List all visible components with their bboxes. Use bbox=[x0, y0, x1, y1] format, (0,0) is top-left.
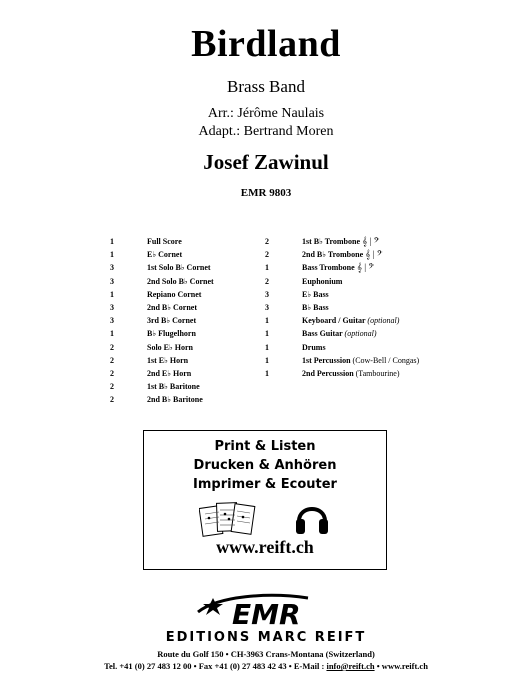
part-name-group bbox=[302, 288, 329, 301]
part-name-group bbox=[147, 380, 200, 393]
part-name: Euphonium bbox=[302, 276, 343, 286]
part-quantity: 3 bbox=[110, 316, 114, 326]
part-quantity: 3 bbox=[265, 302, 269, 312]
part-name: 1st E♭ Horn bbox=[147, 355, 189, 365]
part-row bbox=[265, 288, 485, 301]
part-quantity: 1 bbox=[265, 355, 269, 365]
part-quantity: 1 bbox=[110, 329, 114, 339]
part-row bbox=[265, 354, 485, 367]
part-row bbox=[110, 393, 270, 406]
print-listen-box bbox=[143, 430, 387, 570]
part-quantity: 1 bbox=[265, 316, 269, 326]
part-name-group bbox=[147, 235, 182, 248]
part-quantity: 1 bbox=[265, 263, 269, 273]
publisher-address: Route du Golf 150 • CH-3963 Crans-Montana (Switzerland) bbox=[157, 649, 375, 659]
part-name-group bbox=[147, 327, 196, 340]
contact-prefix: Tel. +41 (0) 27 483 12 00 • Fax +41 (0) 27 483 42 43 • E-Mail : bbox=[104, 661, 327, 671]
part-note: (optional) bbox=[344, 329, 377, 339]
part-quantity: 2 bbox=[110, 395, 114, 405]
part-quantity: 1 bbox=[265, 368, 269, 378]
part-row bbox=[110, 301, 270, 314]
part-quantity: 1 bbox=[110, 237, 114, 246]
part-quantity: 2 bbox=[110, 368, 114, 378]
part-name-group bbox=[147, 288, 201, 301]
publisher-name: EDITIONS MARC REIFT bbox=[165, 630, 367, 645]
part-note: (optional) bbox=[367, 316, 400, 326]
part-name-group bbox=[147, 314, 196, 327]
part-name: 1st Percussion bbox=[302, 355, 351, 365]
promo-line-1: Print & Listen bbox=[214, 439, 316, 454]
part-row bbox=[110, 327, 270, 340]
part-row bbox=[110, 314, 270, 327]
parts-list-left bbox=[110, 235, 270, 406]
email-link[interactable]: info@reift.ch bbox=[326, 661, 375, 671]
part-name: E♭ Cornet bbox=[147, 250, 183, 260]
part-name: 1st B♭ Baritone bbox=[147, 382, 200, 392]
part-name: 1st Solo B♭ Cornet bbox=[147, 263, 211, 273]
part-name: Bass Guitar bbox=[302, 329, 343, 339]
part-name: E♭ Bass bbox=[302, 289, 329, 299]
part-detail: (Tambourine) bbox=[355, 368, 400, 378]
clef-icon: 𝄞 | 𝄢 bbox=[362, 236, 380, 246]
part-name: 2nd Percussion bbox=[302, 368, 354, 378]
catalog-number: EMR 9803 bbox=[240, 187, 292, 199]
part-quantity: 2 bbox=[110, 355, 114, 365]
part-name: Keyboard / Guitar bbox=[302, 316, 366, 326]
part-name-group bbox=[147, 393, 203, 406]
part-name-group bbox=[147, 261, 211, 274]
part-quantity: 1 bbox=[265, 329, 269, 339]
part-row bbox=[110, 235, 270, 248]
part-name-group bbox=[147, 354, 188, 367]
part-name: 1st B♭ Trombone bbox=[302, 237, 361, 246]
part-quantity: 3 bbox=[265, 289, 269, 299]
part-name: 2nd E♭ Horn bbox=[147, 368, 192, 378]
part-row bbox=[265, 314, 485, 327]
part-row bbox=[265, 341, 485, 354]
part-row bbox=[265, 301, 485, 314]
part-quantity: 2 bbox=[265, 237, 269, 246]
part-quantity: 3 bbox=[110, 263, 114, 273]
part-name: B♭ Bass bbox=[302, 302, 329, 312]
contact-suffix[interactable]: • www.reift.ch bbox=[374, 661, 428, 671]
arranger: Arr.: Jérôme Naulais bbox=[207, 106, 325, 121]
part-row bbox=[110, 288, 270, 301]
part-row bbox=[110, 367, 270, 380]
promo-url[interactable]: www.reift.ch bbox=[216, 537, 314, 557]
part-name-group bbox=[147, 301, 197, 314]
part-row bbox=[110, 354, 270, 367]
part-row bbox=[265, 275, 485, 288]
part-quantity: 2 bbox=[265, 250, 269, 260]
part-name-group bbox=[302, 235, 379, 248]
promo-line-3: Imprimer & Ecouter bbox=[193, 477, 337, 492]
part-quantity: 1 bbox=[265, 342, 269, 352]
part-name-group bbox=[302, 354, 419, 367]
part-name: 2nd B♭ Baritone bbox=[147, 395, 203, 405]
part-name-group bbox=[302, 248, 383, 261]
subtitle: Brass Band bbox=[227, 77, 305, 96]
emr-logo-icon bbox=[158, 592, 380, 628]
part-row bbox=[110, 341, 270, 354]
part-quantity: 1 bbox=[110, 250, 114, 260]
part-name: 3rd B♭ Cornet bbox=[147, 316, 197, 326]
part-quantity: 2 bbox=[110, 342, 114, 352]
part-name-group bbox=[302, 314, 399, 327]
part-name-group bbox=[302, 327, 377, 340]
part-name-group bbox=[147, 248, 182, 261]
part-name-group bbox=[302, 261, 374, 274]
clef-icon: 𝄞 | 𝄢 bbox=[365, 249, 383, 260]
sheet-music-icon bbox=[199, 499, 259, 537]
part-name-group bbox=[147, 341, 193, 354]
part-row bbox=[265, 327, 485, 340]
part-name-group bbox=[302, 275, 342, 288]
part-row bbox=[265, 248, 485, 261]
publisher-contact bbox=[0, 661, 532, 671]
headphones-icon bbox=[294, 497, 330, 537]
logo-text: EMR bbox=[232, 598, 301, 628]
part-name: Drums bbox=[302, 342, 326, 352]
part-row bbox=[265, 367, 485, 380]
part-row bbox=[110, 275, 270, 288]
part-name-group bbox=[147, 367, 191, 380]
part-quantity: 3 bbox=[110, 302, 114, 312]
part-quantity: 2 bbox=[265, 276, 269, 286]
part-name-group bbox=[147, 275, 214, 288]
part-quantity: 1 bbox=[110, 289, 114, 299]
part-name: Full Score bbox=[147, 237, 182, 246]
part-name: 2nd Solo B♭ Cornet bbox=[147, 276, 214, 286]
part-row bbox=[265, 261, 485, 274]
part-row bbox=[110, 248, 270, 261]
part-quantity: 2 bbox=[110, 382, 114, 392]
part-row bbox=[110, 261, 270, 274]
part-name: Solo E♭ Horn bbox=[147, 342, 194, 352]
part-row bbox=[265, 235, 485, 248]
part-row bbox=[110, 380, 270, 393]
part-detail: (Cow-Bell / Congas) bbox=[352, 355, 420, 365]
composer: Josef Zawinul bbox=[203, 150, 329, 174]
part-name: B♭ Flugelhorn bbox=[147, 329, 196, 339]
part-name-group bbox=[302, 341, 326, 354]
part-name: Repiano Cornet bbox=[147, 289, 202, 299]
part-quantity: 3 bbox=[110, 276, 114, 286]
part-name-group bbox=[302, 301, 329, 314]
part-name: 2nd B♭ Cornet bbox=[147, 302, 197, 312]
part-name-group bbox=[302, 367, 400, 380]
part-name: 2nd B♭ Trombone bbox=[302, 250, 364, 260]
adapter: Adapt.: Bertrand Moren bbox=[198, 124, 334, 139]
page-title: Birdland bbox=[191, 23, 341, 65]
parts-list-right bbox=[265, 235, 485, 380]
clef-icon: 𝄞 | 𝄢 bbox=[356, 262, 375, 273]
promo-line-2: Drucken & Anhören bbox=[193, 458, 337, 473]
part-name: Bass Trombone bbox=[302, 263, 355, 273]
